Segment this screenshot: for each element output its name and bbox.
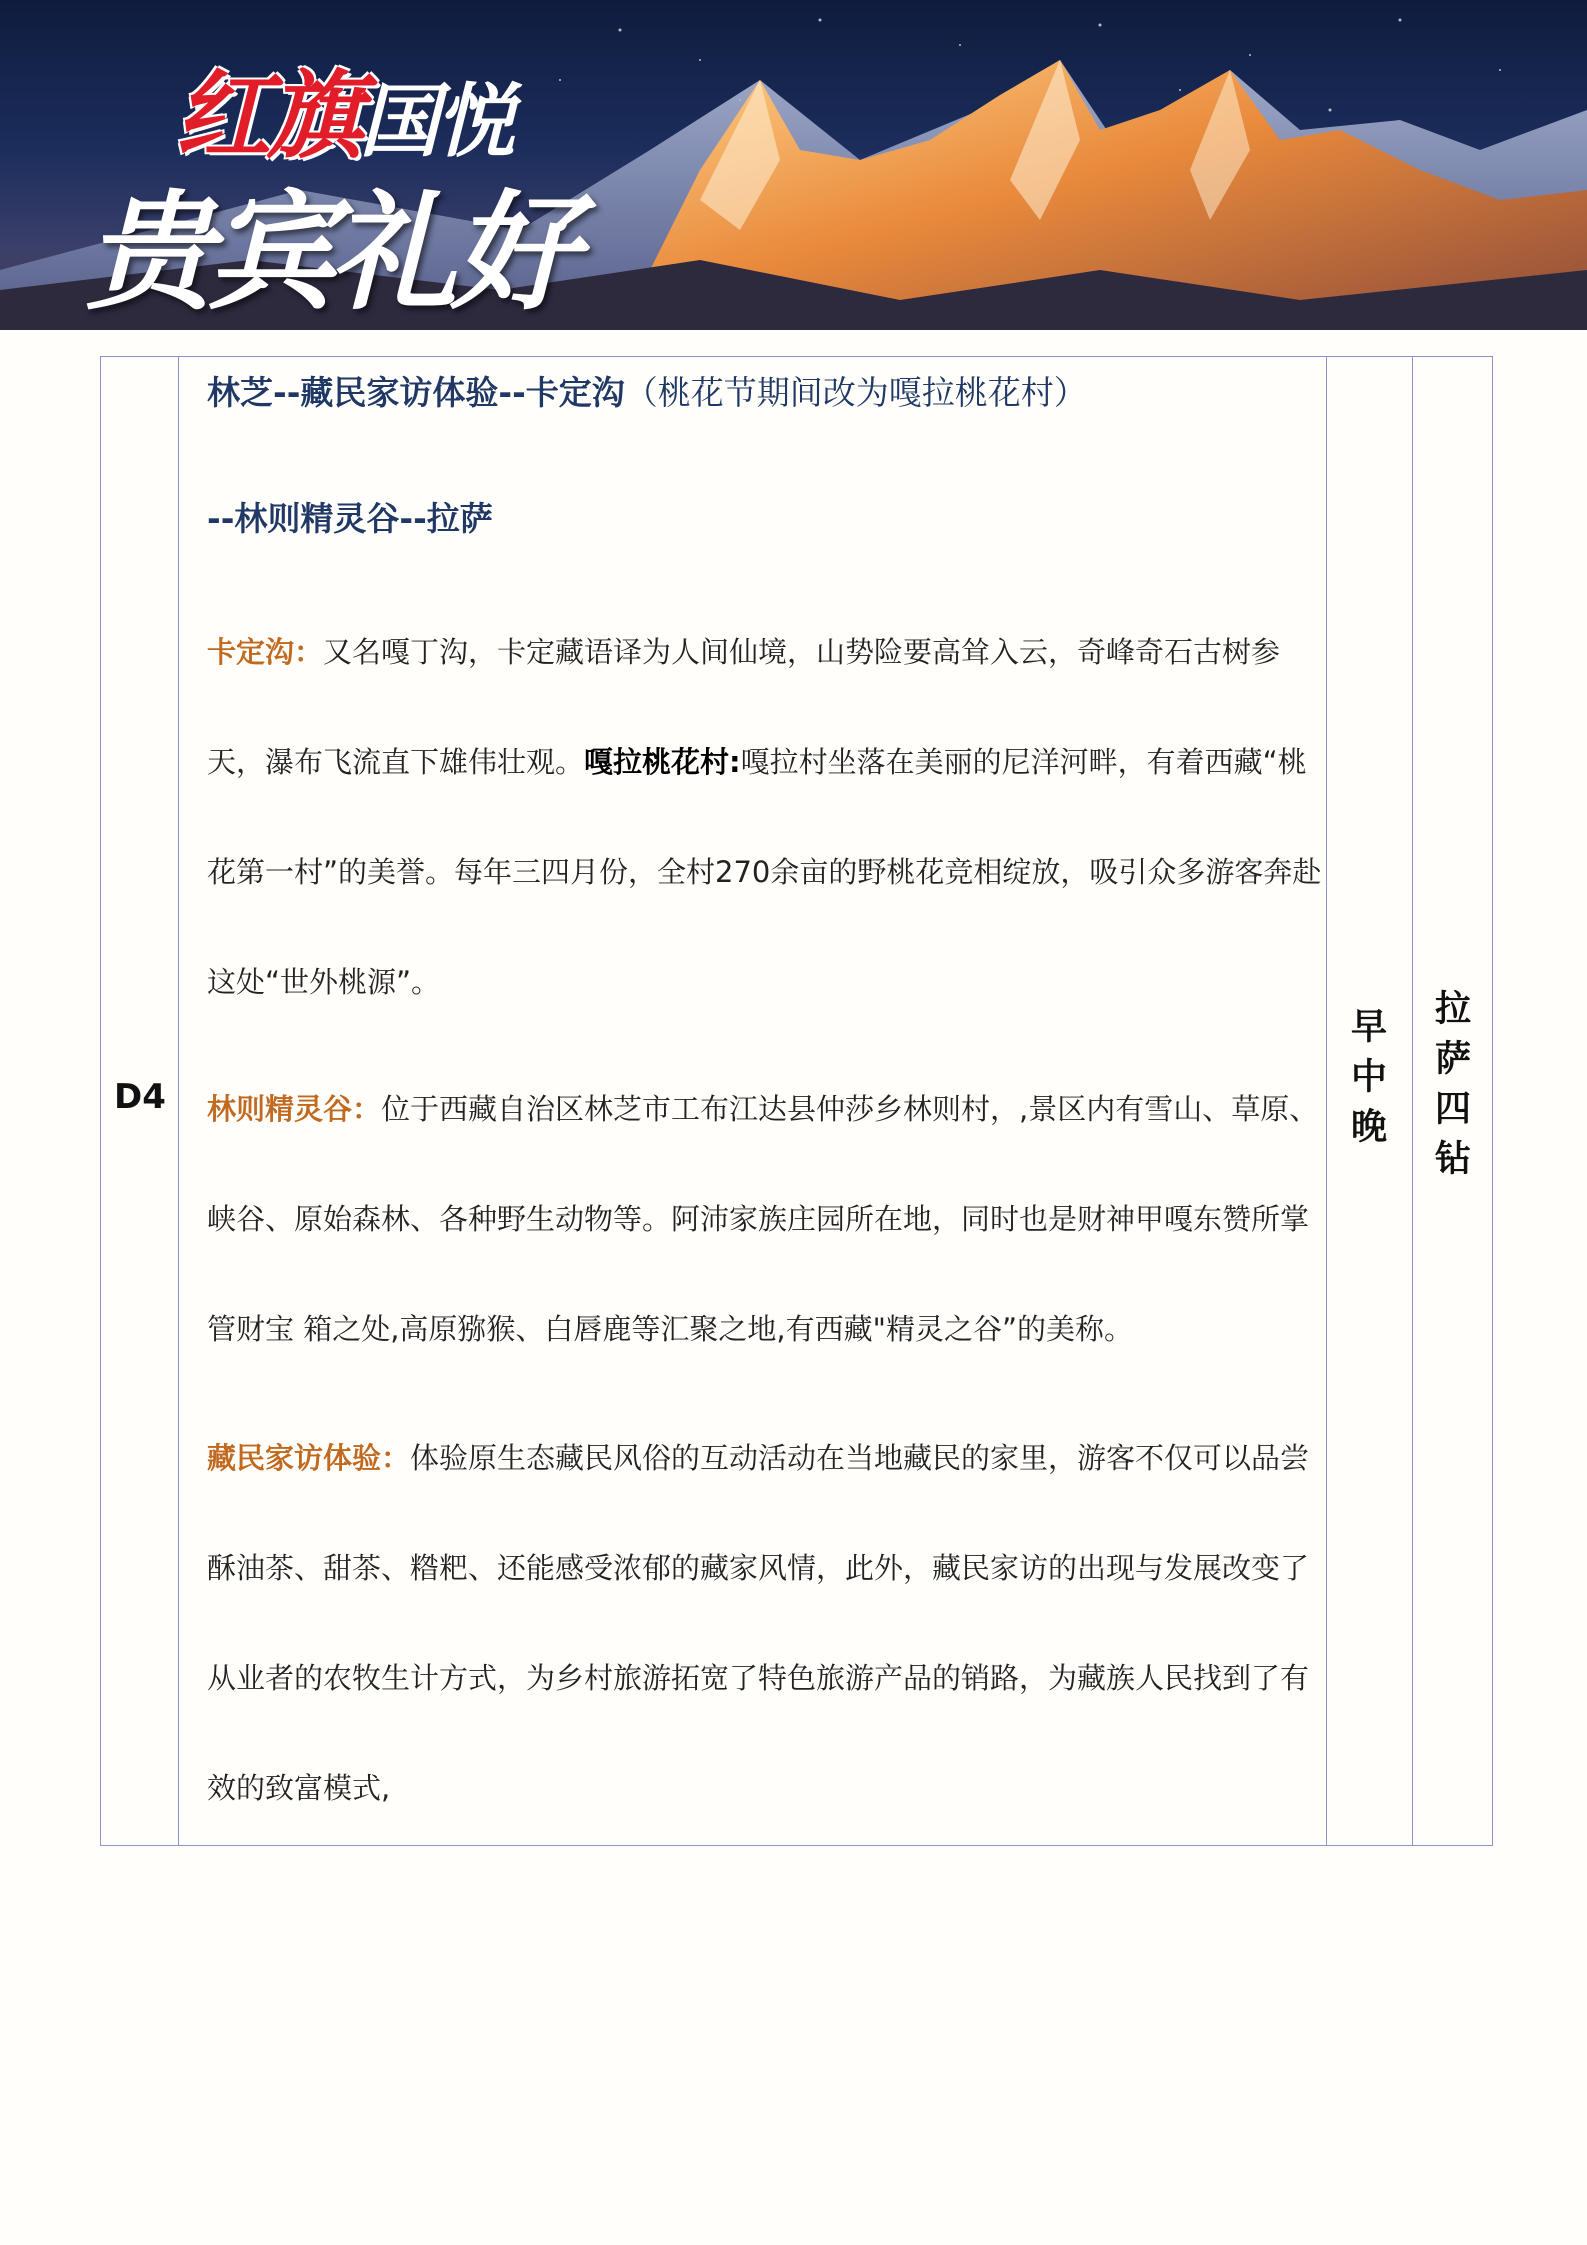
home-visit-paragraph	[207, 1403, 1327, 1843]
home-visit-label: 藏民家访体验：	[207, 1441, 411, 1475]
route-title: 林芝--藏民家访体验--卡定沟	[207, 373, 625, 412]
day-label: D4	[114, 1077, 166, 1117]
day-cell	[101, 357, 179, 1845]
meals-label: 早中晚	[1345, 1007, 1387, 1157]
linze-label: 林则精灵谷：	[207, 1092, 382, 1126]
hotel-label: 拉萨四钻	[1429, 989, 1471, 1189]
description-cell	[179, 357, 1327, 1845]
gala-text: 嘎拉村坐落在美丽的尼洋河畔，有着西藏“桃花第一村”的美誉。每年三四月份，全村270余亩的野桃花竞相绽放，吸引众多游客奔赴这处“世外桃源”。	[207, 745, 1322, 999]
logo-text-red: 红旗	[175, 59, 359, 172]
route-note: （桃花节期间改为嘎拉桃花村）	[624, 373, 1087, 412]
linze-paragraph	[207, 1054, 1327, 1384]
logo	[85, 40, 605, 328]
meals-cell	[1327, 357, 1413, 1845]
logo-slogan: 贵宾礼好	[85, 178, 574, 328]
home-visit-text: 体验原生态藏民风俗的互动活动在当地藏民的家里，游客不仅可以品尝酥油茶、甜茶、糌粑、还能感受浓郁的藏家风情，此外，藏民家访的出现与发展改变了从业者的农牧生计方式，为乡村旅游拓宽了特色旅游产品的销路，为藏族人民找到了有效的致富模式,	[207, 1441, 1310, 1805]
kading-text: 又名嘎丁沟，卡定藏语译为人间仙境，山势险要高耸入云，奇峰奇石古树参天，瀑布飞流直下雄伟壮观。	[207, 635, 1281, 779]
itinerary-table	[100, 356, 1493, 1846]
logo-text-white: 国悦	[359, 74, 511, 168]
hotel-cell	[1413, 357, 1494, 1845]
route-title-line2: --林则精灵谷--拉萨	[207, 499, 493, 538]
linze-text: 位于西藏自治区林芝市工布江达县仲莎乡林则村，,景区内有雪山、草原、峡谷、原始森林、各种野生动物等。阿沛家族庄园所在地，同时也是财神甲嘎东赞所掌管财宝 箱之处,高原猕猴、白唇鹿等汇聚之地,有西藏"精灵之谷”的美称。	[207, 1092, 1319, 1346]
header-banner	[0, 0, 1587, 330]
kading-paragraph	[207, 597, 1327, 1037]
kading-label: 卡定沟：	[207, 635, 324, 669]
gala-label: 嘎拉桃花村:	[584, 745, 741, 779]
route-title-line1	[207, 367, 1087, 414]
